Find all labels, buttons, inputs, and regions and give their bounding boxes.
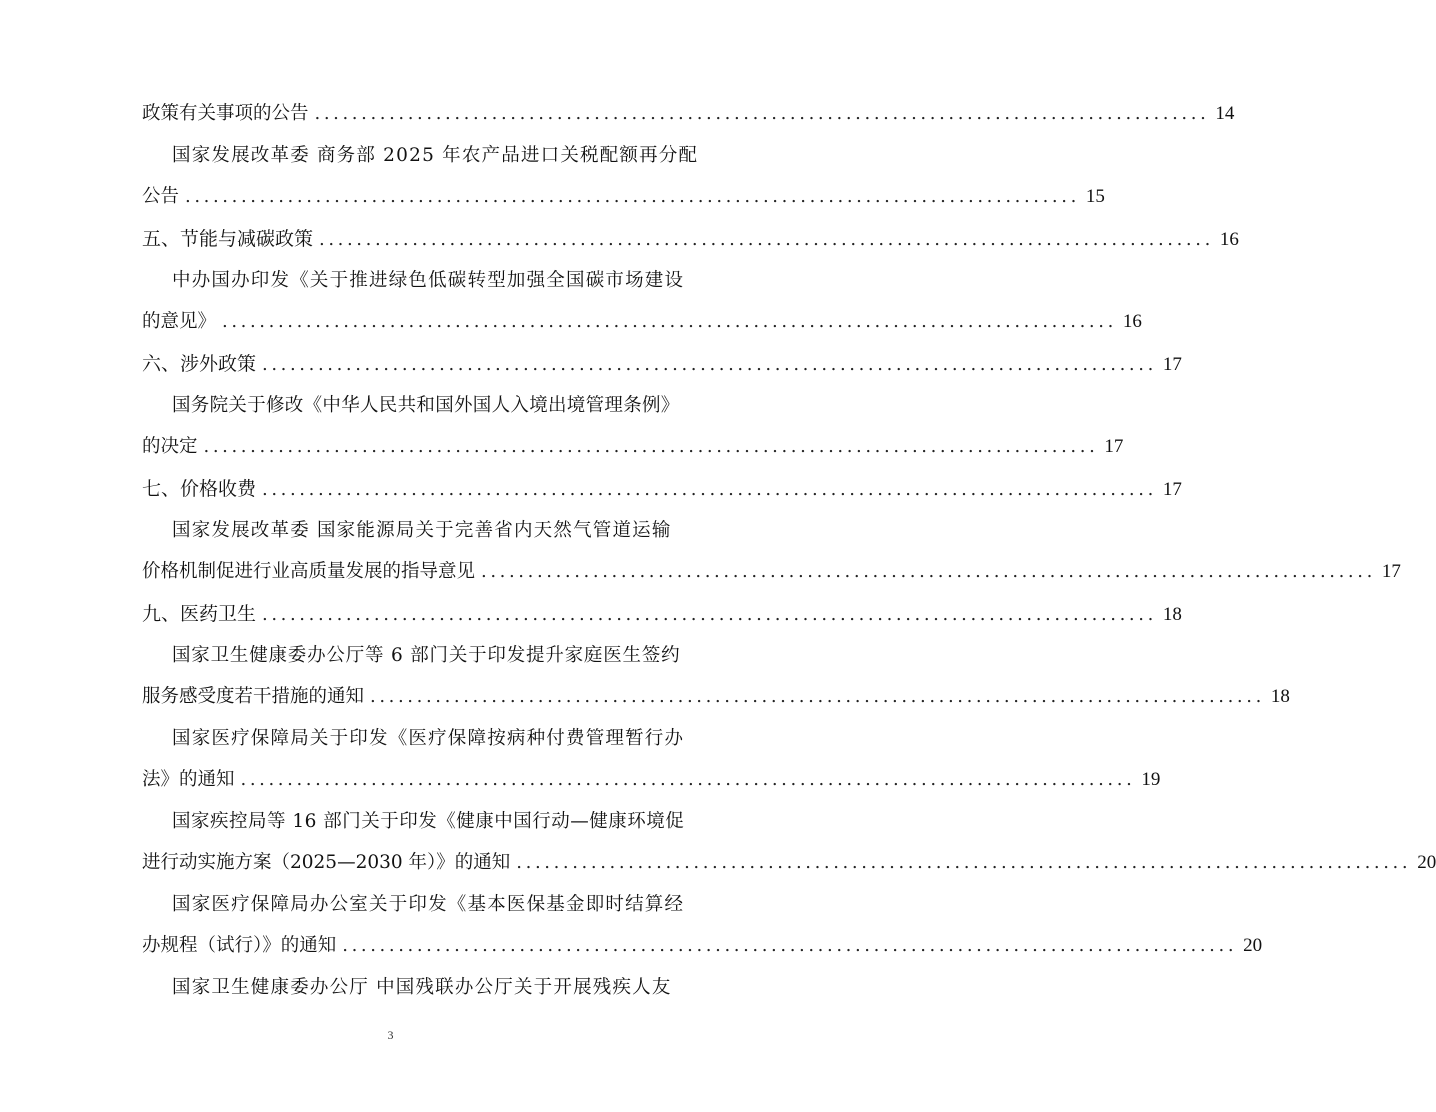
toc-entry-first-line[interactable]: 国家卫生健康委办公厅 中国残联办公厅关于开展残疾人友: [172, 977, 672, 998]
leader-dots: ................................................................................................: [516, 852, 1412, 873]
toc-entry-text: 的意见》: [142, 311, 217, 332]
toc-entry-last-line[interactable]: [142, 847, 1436, 879]
toc-page-number: 17: [1162, 479, 1182, 500]
leader-dots: ................................................................................................: [319, 229, 1214, 250]
leader-dots: ................................................................................................: [262, 604, 1157, 625]
leader-dots: ................................................................................................: [370, 686, 1265, 707]
toc-page-number: 16: [1122, 311, 1142, 332]
toc-entry-text: 的决定: [142, 436, 198, 457]
toc-entry-first-line[interactable]: 国家发展改革委 国家能源局关于完善省内天然气管道运输: [172, 520, 672, 541]
toc-section-heading[interactable]: [142, 223, 1239, 255]
toc-entry-text: 公告: [142, 186, 180, 207]
toc-page-number: 18: [1270, 686, 1290, 707]
toc-entry-last-line[interactable]: [142, 930, 1263, 962]
toc-entry-first-line[interactable]: 国家卫生健康委办公厅等 6 部门关于印发提升家庭医生签约: [172, 645, 681, 666]
toc-entry-text: 价格机制促进行业高质量发展的指导意见: [142, 561, 476, 582]
toc-entry-first-line[interactable]: 国家疾控局等 16 部门关于印发《健康中国行动—健康环境促: [172, 811, 685, 832]
section-heading-text: 七、价格收费: [142, 478, 257, 500]
toc-entry-text: 办规程（试行）》的通知: [142, 935, 337, 956]
section-heading-text: 五、节能与减碳政策: [142, 228, 314, 250]
toc-entry-last-line[interactable]: [142, 181, 1105, 213]
toc-entry-first-line[interactable]: 国务院关于修改《中华人民共和国外国人入境出境管理条例》: [172, 395, 680, 416]
toc-entry-first-line[interactable]: 国家医疗保障局关于印发《医疗保障按病种付费管理暂行办: [172, 728, 685, 749]
toc-entry-last-line[interactable]: [142, 681, 1290, 713]
toc-entry-text: 法》的通知: [142, 769, 235, 790]
page-number: 3: [387, 1028, 394, 1042]
toc-page-number: 17: [1381, 561, 1401, 582]
leader-dots: ................................................................................................: [481, 561, 1376, 582]
toc-entry-last-line[interactable]: [142, 764, 1161, 796]
section-heading-text: 九、医药卫生: [142, 603, 257, 625]
toc-entry-text: 服务感受度若干措施的通知: [142, 686, 365, 707]
toc-page-number: 15: [1085, 186, 1105, 207]
toc-entry-text: 政策有关事项的公告: [142, 103, 309, 124]
toc-section-heading[interactable]: [142, 473, 1182, 505]
leader-dots: ................................................................................................: [185, 186, 1080, 207]
toc-page-number: 14: [1215, 103, 1235, 124]
toc-page-number: 17: [1162, 354, 1182, 375]
leader-dots: ................................................................................................: [314, 103, 1210, 124]
toc-entry-first-line[interactable]: 国家医疗保障局办公室关于印发《基本医保基金即时结算经: [172, 894, 685, 915]
toc-entry-text: 进行动实施方案（2025—2030 年）》的通知: [142, 852, 511, 873]
section-heading-text: 六、涉外政策: [142, 353, 257, 375]
toc-page-number: 16: [1219, 229, 1239, 250]
toc-page-number: 19: [1141, 769, 1161, 790]
toc-page-number: 20: [1417, 852, 1436, 873]
toc-entry-last-line[interactable]: [142, 556, 1401, 588]
toc-section-heading[interactable]: [142, 348, 1182, 380]
toc-page-number: 17: [1104, 436, 1124, 457]
toc-section-heading[interactable]: [142, 598, 1182, 630]
leader-dots: ................................................................................................: [262, 354, 1157, 375]
toc-entry-first-line[interactable]: 中办国办印发《关于推进绿色低碳转型加强全国碳市场建设: [172, 270, 685, 291]
leader-dots: ................................................................................................: [262, 479, 1157, 500]
leader-dots: ................................................................................................: [342, 935, 1238, 956]
toc-entry-last-line[interactable]: [142, 306, 1142, 338]
leader-dots: ................................................................................................: [222, 311, 1117, 332]
leader-dots: ................................................................................................: [203, 436, 1099, 457]
toc-entry-last-line[interactable]: [142, 431, 1124, 463]
leader-dots: ................................................................................................: [240, 769, 1136, 790]
toc-page-number: 20: [1243, 935, 1263, 956]
toc-entry-first-line[interactable]: 国家发展改革委 商务部 2025 年农产品进口关税配额再分配: [172, 145, 699, 166]
toc-page-number: 18: [1162, 604, 1182, 625]
toc-entry-continuation[interactable]: [142, 98, 1235, 130]
